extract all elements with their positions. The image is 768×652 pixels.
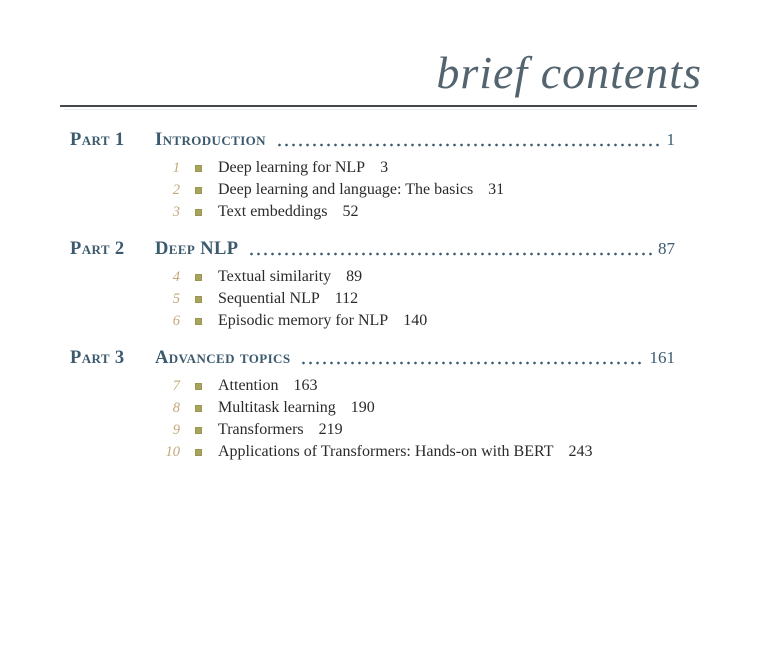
part-label: Part 2 [70, 239, 125, 259]
part-title: Advanced topics [155, 348, 291, 368]
chapter-list [70, 377, 675, 465]
square-bullet-icon [195, 405, 202, 412]
brief-contents-list [70, 130, 675, 465]
square-bullet-icon [195, 427, 202, 434]
chapter-title: Applications of Transformers: Hands-on with BERT [218, 443, 554, 460]
chapter-number: 7 [172, 378, 180, 394]
chapter-page-number: 31 [488, 181, 505, 198]
chapter-number: 8 [172, 400, 180, 416]
part-page-number: 87 [658, 239, 675, 258]
chapter-row [70, 203, 675, 225]
chapter-row [70, 399, 675, 421]
title-rule-shadow [64, 109, 697, 110]
chapter-page-number: 112 [334, 290, 359, 307]
chapter-row [70, 268, 675, 290]
part-page-number: 1 [666, 130, 675, 149]
chapter-page-number: 3 [380, 159, 389, 176]
chapter-number: 1 [172, 160, 180, 176]
chapter-title: Attention [218, 377, 279, 394]
chapter-page-number: 52 [342, 203, 359, 220]
chapter-row [70, 377, 675, 399]
square-bullet-icon [195, 274, 202, 281]
chapter-page-number: 243 [568, 443, 593, 460]
chapter-number: 4 [172, 269, 180, 285]
square-bullet-icon [195, 383, 202, 390]
part-heading [70, 239, 675, 261]
chapter-number: 5 [172, 291, 180, 307]
part-page-number: 161 [649, 348, 675, 367]
part-title: Introduction [155, 130, 266, 150]
page-title: brief contents [436, 47, 702, 98]
chapter-page-number: 89 [346, 268, 363, 285]
chapter-row [70, 312, 675, 334]
square-bullet-icon [195, 449, 202, 456]
chapter-page-number: 163 [293, 377, 318, 394]
chapter-title: Sequential NLP [218, 290, 320, 307]
part-section [70, 239, 675, 334]
dot-leader [276, 143, 661, 147]
part-label: Part 1 [70, 130, 125, 150]
chapter-title: Multitask learning [218, 399, 336, 416]
chapter-number: 6 [172, 313, 180, 329]
chapter-page-number: 190 [350, 399, 375, 416]
chapter-title: Deep learning for NLP [218, 159, 366, 176]
chapter-number: 9 [172, 422, 180, 438]
chapter-page-number: 219 [318, 421, 343, 438]
part-heading [70, 130, 675, 152]
part-title: Deep NLP [155, 239, 239, 259]
part-label: Part 3 [70, 348, 125, 368]
chapter-row [70, 181, 675, 203]
chapter-number: 2 [172, 182, 180, 198]
chapter-title: Textual similarity [218, 268, 332, 285]
chapter-title: Episodic memory for NLP [218, 312, 389, 329]
square-bullet-icon [195, 165, 202, 172]
title-rule [60, 105, 697, 107]
square-bullet-icon [195, 296, 202, 303]
chapter-title: Text embeddings [218, 203, 328, 220]
chapter-row [70, 421, 675, 443]
chapter-row [70, 159, 675, 181]
part-section [70, 130, 675, 225]
chapter-row [70, 290, 675, 312]
chapter-row [70, 443, 675, 465]
square-bullet-icon [195, 209, 202, 216]
chapter-title: Deep learning and language: The basics [218, 181, 474, 198]
chapter-number: 3 [172, 204, 180, 220]
chapter-title: Transformers [218, 421, 304, 438]
part-heading [70, 348, 675, 370]
square-bullet-icon [195, 318, 202, 325]
square-bullet-icon [195, 187, 202, 194]
part-section [70, 348, 675, 465]
dot-leader [300, 361, 643, 365]
chapter-number: 10 [165, 444, 180, 460]
chapter-list [70, 159, 675, 225]
chapter-page-number: 140 [403, 312, 428, 329]
chapter-list [70, 268, 675, 334]
dot-leader [248, 252, 652, 256]
